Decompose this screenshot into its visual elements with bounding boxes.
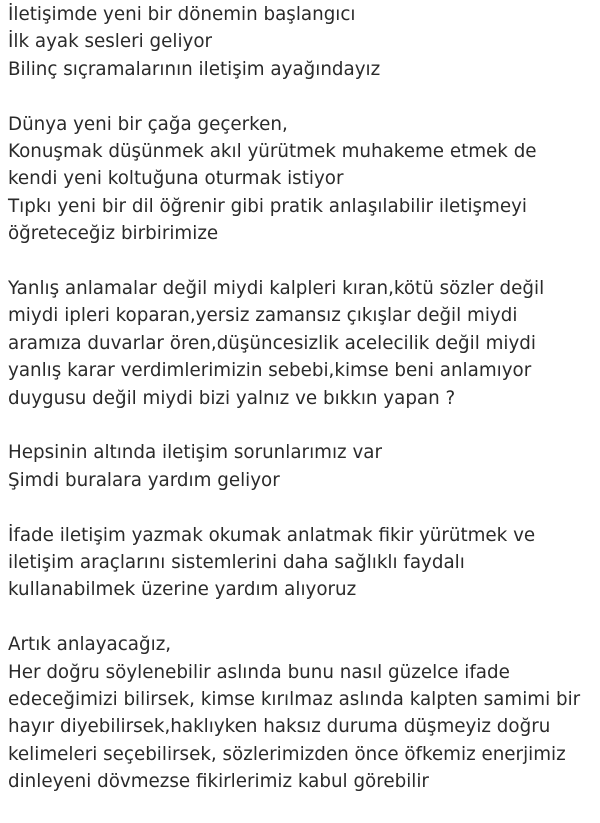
paragraph [8, 631, 592, 795]
text-line: miydi ipleri koparan,yersiz zamansız çıkışlar değil miydi [8, 305, 518, 327]
text-line: Şimdi buralara yardım geliyor [8, 469, 280, 491]
text-line: Artık anlayacağız, [8, 634, 172, 656]
text-line: edeceğimizi bilirsek, kimse kırılmaz aslında kalpten samimi bir [8, 689, 581, 711]
text-line: Dünya yeni bir çağa geçerken, [8, 113, 288, 135]
text-line: Her doğru söylenebilir aslında bunu nasıl güzelce ifade [8, 661, 510, 683]
text-line: Yanlış anlamalar değil miydi kalpleri kıran,kötü sözler değil [8, 278, 545, 300]
text-line: kullanabilmek üzerine yardım alıyoruz [8, 579, 357, 601]
text-line: öğreteceğiz birbirimize [8, 223, 219, 245]
text-line: dinleyeni dövmezse fikirlerimiz kabul görebilir [8, 771, 429, 793]
text-line: İletişimde yeni bir dönemin başlangıcı [8, 4, 356, 25]
text-line: Konuşmak düşünmek akıl yürütmek muhakeme etmek de [8, 141, 537, 163]
document-body [8, 1, 592, 823]
paragraph [8, 439, 592, 494]
text-line: duygusu değil miydi bizi yalnız ve bıkkın yapan ? [8, 387, 456, 409]
text-line: Bilinç sıçramalarının iletişim ayağındayız [8, 58, 381, 80]
paragraph [8, 111, 592, 248]
paragraph [8, 1, 592, 83]
paragraph [8, 275, 592, 412]
text-line: hayır diyebilirsek,haklıyken haksız duruma düşmeyiz doğru [8, 716, 551, 738]
text-line: Tıpkı yeni bir dil öğrenir gibi pratik anlaşılabilir iletişmeyi [8, 195, 527, 217]
paragraph [8, 522, 592, 604]
text-line: kelimeleri seçebilirsek, sözlerimizden önce öfkemiz enerjimiz [8, 743, 566, 765]
text-line: Hepsinin altında iletişim sorunlarımız var [8, 442, 382, 464]
text-line: İlk ayak sesleri geliyor [8, 31, 213, 53]
text-line: iletişim araçlarını sistemlerini daha sağlıklı faydalı [8, 552, 465, 574]
text-line: aramıza duvarlar ören,düşüncesizlik acelecilik değil miydi [8, 332, 536, 354]
text-line: kendi yeni koltuğuna oturmak istiyor [8, 168, 344, 190]
text-line: yanlış karar verdimlerimizin sebebi,kimse beni anlamıyor [8, 360, 532, 382]
text-line: İfade iletişim yazmak okumak anlatmak fikir yürütmek ve [8, 524, 536, 546]
